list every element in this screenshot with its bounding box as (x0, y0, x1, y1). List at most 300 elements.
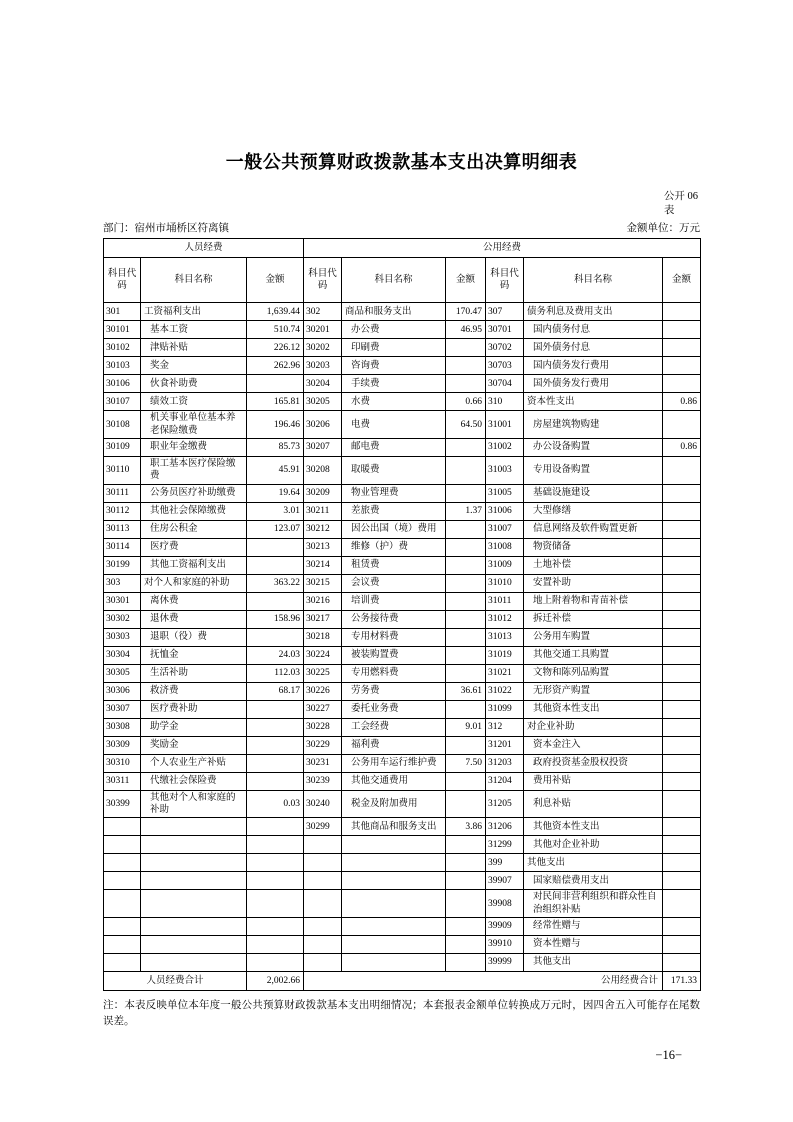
subject-code-cell: 30108 (104, 411, 141, 439)
subject-code-cell (104, 854, 141, 872)
subject-code-cell: 30212 (304, 520, 342, 538)
subject-name-cell: 离休费 (141, 592, 247, 610)
subject-name-cell: 费用补贴 (524, 772, 663, 790)
subject-name-cell: 生活补助 (141, 664, 247, 682)
amount-cell (663, 718, 701, 736)
amount-cell (446, 538, 486, 556)
subject-name-cell: 差旅费 (342, 502, 446, 520)
unit-label: 金额单位：万元 (626, 223, 700, 235)
subject-name-cell: 住房公积金 (141, 520, 247, 538)
amount-cell (663, 918, 701, 936)
amount-cell (663, 484, 701, 502)
subject-name-cell: 因公出国（境）费用 (342, 520, 446, 538)
table-row (104, 439, 701, 457)
col-header-code-1: 科目代码 (104, 258, 141, 303)
subject-code-cell (104, 936, 141, 954)
subject-name-cell: 其他交通费用 (342, 772, 446, 790)
subject-name-cell: 政府投资基金股权投资 (524, 754, 663, 772)
subject-name-cell: 水费 (342, 393, 446, 411)
subject-name-cell (141, 854, 247, 872)
amount-cell (663, 520, 701, 538)
subject-code-cell: 30239 (304, 772, 342, 790)
table-row (104, 772, 701, 790)
amount-cell: 1.37 (446, 502, 486, 520)
subject-name-cell (342, 918, 446, 936)
subject-name-cell: 会议费 (342, 574, 446, 592)
amount-cell (247, 936, 304, 954)
table-row (104, 484, 701, 502)
amount-cell: 9.01 (446, 718, 486, 736)
subject-code-cell: 30301 (104, 592, 141, 610)
subject-code-cell: 30199 (104, 556, 141, 574)
amount-cell (663, 936, 701, 954)
subject-name-cell: 其他工资福利支出 (141, 556, 247, 574)
subject-code-cell: 39909 (486, 918, 524, 936)
subject-code-cell: 30112 (104, 502, 141, 520)
subject-code-cell (104, 954, 141, 972)
amount-cell (663, 700, 701, 718)
amount-cell (446, 628, 486, 646)
amount-cell: 363.22 (247, 574, 304, 592)
subject-code-cell (304, 854, 342, 872)
subject-name-cell: 抚恤金 (141, 646, 247, 664)
subject-code-cell: 30305 (104, 664, 141, 682)
amount-cell (446, 375, 486, 393)
subject-name-cell: 维修（护）费 (342, 538, 446, 556)
subject-name-cell: 办公设备购置 (524, 439, 663, 457)
subject-name-cell: 津贴补贴 (141, 339, 247, 357)
amount-cell (663, 664, 701, 682)
subject-name-cell: 利息补贴 (524, 790, 663, 818)
table-row (104, 854, 701, 872)
subject-code-cell: 31206 (486, 818, 524, 836)
public-total-value: 171.33 (663, 972, 701, 991)
subject-code-cell: 30224 (304, 646, 342, 664)
amount-cell (247, 872, 304, 890)
subject-code-cell: 39907 (486, 872, 524, 890)
subject-code-cell (304, 936, 342, 954)
subject-name-cell: 退休费 (141, 610, 247, 628)
amount-cell: 510.74 (247, 321, 304, 339)
col-header-name-3: 科目名称 (524, 258, 663, 303)
subject-code-cell: 39910 (486, 936, 524, 954)
subject-name-cell: 印刷费 (342, 339, 446, 357)
subject-code-cell: 30226 (304, 682, 342, 700)
amount-cell: 0.86 (663, 393, 701, 411)
table-row (104, 718, 701, 736)
note-text: 注：本表反映单位本年度一般公共预算财政拨款基本支出明细情况；本套报表金额单位转换成万元时，因四舍五入可能存在尾数误差。 (103, 1000, 700, 1027)
amount-cell (247, 772, 304, 790)
subject-code-cell: 399 (486, 854, 524, 872)
amount-cell (446, 872, 486, 890)
amount-cell (663, 375, 701, 393)
subject-name-cell: 工资福利支出 (141, 303, 247, 321)
amount-cell (446, 556, 486, 574)
subject-code-cell: 31021 (486, 664, 524, 682)
subject-code-cell: 301 (104, 303, 141, 321)
subject-code-cell: 30309 (104, 736, 141, 754)
subject-name-cell: 无形资产购置 (524, 682, 663, 700)
subject-name-cell: 国家赔偿费用支出 (524, 872, 663, 890)
subject-name-cell: 经常性赠与 (524, 918, 663, 936)
subject-code-cell: 30114 (104, 538, 141, 556)
amount-cell (663, 890, 701, 918)
subject-name-cell (342, 872, 446, 890)
amount-cell (663, 339, 701, 357)
subject-code-cell: 30206 (304, 411, 342, 439)
subject-name-cell (141, 872, 247, 890)
amount-cell (663, 854, 701, 872)
subject-name-cell: 资本性支出 (524, 393, 663, 411)
table-row (104, 610, 701, 628)
amount-cell (663, 303, 701, 321)
amount-cell (663, 556, 701, 574)
amount-cell (446, 664, 486, 682)
subject-code-cell: 30225 (304, 664, 342, 682)
amount-cell (663, 754, 701, 772)
subject-code-cell: 39999 (486, 954, 524, 972)
subject-name-cell: 国内债务付息 (524, 321, 663, 339)
subject-code-cell (104, 872, 141, 890)
subject-code-cell: 30308 (104, 718, 141, 736)
subject-code-cell: 30204 (304, 375, 342, 393)
subject-code-cell: 30103 (104, 357, 141, 375)
subject-code-cell: 30228 (304, 718, 342, 736)
subject-name-cell: 基础设施建设 (524, 484, 663, 502)
amount-cell (446, 457, 486, 485)
amount-cell (663, 872, 701, 890)
subject-code-cell: 30205 (304, 393, 342, 411)
subject-code-cell: 30211 (304, 502, 342, 520)
subject-code-cell: 30215 (304, 574, 342, 592)
subject-code-cell: 31010 (486, 574, 524, 592)
subject-name-cell: 邮电费 (342, 439, 446, 457)
table-row (104, 646, 701, 664)
amount-cell: 85.73 (247, 439, 304, 457)
amount-cell (446, 790, 486, 818)
subject-code-cell: 31204 (486, 772, 524, 790)
amount-cell (446, 610, 486, 628)
amount-cell: 68.17 (247, 682, 304, 700)
subject-name-cell: 基本工资 (141, 321, 247, 339)
table-row (104, 357, 701, 375)
table-row (104, 339, 701, 357)
amount-cell (663, 646, 701, 664)
amount-cell: 123.07 (247, 520, 304, 538)
amount-cell (663, 682, 701, 700)
personnel-total-value: 2,002.66 (247, 972, 304, 991)
subject-name-cell: 公务用车运行维护费 (342, 754, 446, 772)
subject-code-cell: 310 (486, 393, 524, 411)
amount-cell (446, 439, 486, 457)
subject-code-cell: 30110 (104, 457, 141, 485)
amount-cell (446, 574, 486, 592)
subject-name-cell: 其他社会保障缴费 (141, 502, 247, 520)
subject-code-cell: 31099 (486, 700, 524, 718)
subject-name-cell: 职业年金缴费 (141, 439, 247, 457)
table-row (104, 936, 701, 954)
subject-code-cell: 31205 (486, 790, 524, 818)
subject-code-cell: 31201 (486, 736, 524, 754)
public-total-label: 公用经费合计 (304, 972, 663, 991)
amount-cell (247, 836, 304, 854)
amount-cell: 165.81 (247, 393, 304, 411)
table-row (104, 890, 701, 918)
subject-name-cell: 其他资本性支出 (524, 818, 663, 836)
subject-name-cell: 代缴社会保险费 (141, 772, 247, 790)
subject-code-cell: 30214 (304, 556, 342, 574)
col-header-code-2: 科目代码 (304, 258, 342, 303)
table-row (104, 736, 701, 754)
subject-name-cell: 工会经费 (342, 718, 446, 736)
subject-name-cell: 文物和陈列品购置 (524, 664, 663, 682)
subject-code-cell: 30307 (104, 700, 141, 718)
subject-code-cell: 30106 (104, 375, 141, 393)
subject-code-cell: 30207 (304, 439, 342, 457)
amount-cell (446, 646, 486, 664)
table-row (104, 818, 701, 836)
subject-name-cell (141, 890, 247, 918)
amount-cell: 226.12 (247, 339, 304, 357)
subject-name-cell: 取暖费 (342, 457, 446, 485)
amount-cell: 0.03 (247, 790, 304, 818)
subject-name-cell: 对民间非营利组织和群众性自治组织补贴 (524, 890, 663, 918)
subject-code-cell (304, 954, 342, 972)
subject-code-cell: 31002 (486, 439, 524, 457)
table-row (104, 954, 701, 972)
subject-name-cell (141, 818, 247, 836)
subject-name-cell: 对个人和家庭的补助 (141, 574, 247, 592)
subject-name-cell (342, 890, 446, 918)
subject-code-cell: 31008 (486, 538, 524, 556)
amount-cell: 0.86 (663, 439, 701, 457)
group-header-row (104, 239, 701, 258)
table-row (104, 321, 701, 339)
table-row (104, 836, 701, 854)
subject-code-cell: 30306 (104, 682, 141, 700)
subject-code-cell: 30111 (104, 484, 141, 502)
table-row (104, 872, 701, 890)
subject-name-cell: 土地补偿 (524, 556, 663, 574)
table-row (104, 457, 701, 485)
department-label: 部门：宿州市埇桥区符离镇 (103, 223, 229, 235)
amount-cell: 3.86 (446, 818, 486, 836)
subject-code-cell: 30203 (304, 357, 342, 375)
subject-code-cell: 30302 (104, 610, 141, 628)
subject-name-cell (342, 836, 446, 854)
amount-cell: 24.03 (247, 646, 304, 664)
page-title: 一般公共预算财政拨款基本支出决算明细表 (225, 152, 578, 172)
subject-code-cell: 307 (486, 303, 524, 321)
group-header-public: 公用经费 (304, 239, 701, 258)
amount-cell (247, 718, 304, 736)
table-row (104, 538, 701, 556)
subject-code-cell: 312 (486, 718, 524, 736)
amount-cell: 36.61 (446, 682, 486, 700)
subject-code-cell: 31009 (486, 556, 524, 574)
amount-cell (663, 772, 701, 790)
subject-name-cell: 地上附着物和青苗补偿 (524, 592, 663, 610)
table-row (104, 556, 701, 574)
subject-name-cell: 商品和服务支出 (342, 303, 446, 321)
subject-code-cell: 30113 (104, 520, 141, 538)
subject-name-cell: 拆迁补偿 (524, 610, 663, 628)
amount-cell: 170.47 (446, 303, 486, 321)
amount-cell (247, 628, 304, 646)
amount-cell (247, 592, 304, 610)
subject-name-cell: 救济费 (141, 682, 247, 700)
subject-name-cell: 其他交通工具购置 (524, 646, 663, 664)
amount-cell: 262.96 (247, 357, 304, 375)
col-header-name-2: 科目名称 (342, 258, 446, 303)
col-header-amount-3: 金额 (663, 258, 701, 303)
amount-cell (247, 556, 304, 574)
col-header-code-3: 科目代码 (486, 258, 524, 303)
subject-name-cell: 劳务费 (342, 682, 446, 700)
subject-name-cell: 咨询费 (342, 357, 446, 375)
subject-name-cell: 房屋建筑物购建 (524, 411, 663, 439)
table-row (104, 303, 701, 321)
subject-name-cell: 公务员医疗补助缴费 (141, 484, 247, 502)
subject-name-cell: 物业管理费 (342, 484, 446, 502)
subject-name-cell: 其他资本性支出 (524, 700, 663, 718)
amount-cell (663, 502, 701, 520)
subject-code-cell: 30208 (304, 457, 342, 485)
subject-name-cell: 公务用车购置 (524, 628, 663, 646)
amount-cell (663, 592, 701, 610)
table-row (104, 664, 701, 682)
subject-name-cell: 专用燃料费 (342, 664, 446, 682)
subject-name-cell: 职工基本医疗保险缴费 (141, 457, 247, 485)
amount-cell (446, 520, 486, 538)
amount-cell: 196.46 (247, 411, 304, 439)
subject-code-cell: 30227 (304, 700, 342, 718)
subject-name-cell: 公务接待费 (342, 610, 446, 628)
amount-cell (446, 736, 486, 754)
subject-name-cell (141, 918, 247, 936)
subject-name-cell: 对企业补助 (524, 718, 663, 736)
subject-code-cell: 31012 (486, 610, 524, 628)
amount-cell (446, 836, 486, 854)
subject-name-cell (141, 836, 247, 854)
subject-name-cell: 物资储备 (524, 538, 663, 556)
subject-name-cell: 专用材料费 (342, 628, 446, 646)
amount-cell (446, 357, 486, 375)
subject-name-cell: 其他对企业补助 (524, 836, 663, 854)
subject-name-cell: 其他对个人和家庭的补助 (141, 790, 247, 818)
table-row (104, 520, 701, 538)
subject-code-cell: 30201 (304, 321, 342, 339)
amount-cell: 112.03 (247, 664, 304, 682)
amount-cell (247, 954, 304, 972)
personnel-total-label: 人员经费合计 (104, 972, 247, 991)
subject-name-cell: 债务利息及费用支出 (524, 303, 663, 321)
amount-cell: 7.50 (446, 754, 486, 772)
subject-name-cell: 其他商品和服务支出 (342, 818, 446, 836)
totals-row (104, 972, 701, 991)
amount-cell: 0.66 (446, 393, 486, 411)
subject-code-cell: 30701 (486, 321, 524, 339)
subject-code-cell: 31007 (486, 520, 524, 538)
doc-code-line1: 公开 06 (663, 191, 698, 202)
amount-cell (446, 854, 486, 872)
subject-code-cell: 30217 (304, 610, 342, 628)
subject-name-cell: 培训费 (342, 592, 446, 610)
amount-cell: 19.64 (247, 484, 304, 502)
subject-code-cell: 30304 (104, 646, 141, 664)
subject-name-cell: 国内债务发行费用 (524, 357, 663, 375)
subject-code-cell: 30209 (304, 484, 342, 502)
amount-cell: 1,639.44 (247, 303, 304, 321)
amount-cell (247, 818, 304, 836)
subject-name-cell: 安置补助 (524, 574, 663, 592)
subject-name-cell: 资本金注入 (524, 736, 663, 754)
subject-code-cell: 30299 (304, 818, 342, 836)
subject-code-cell (304, 836, 342, 854)
subject-code-cell: 30229 (304, 736, 342, 754)
subject-code-cell (304, 918, 342, 936)
amount-cell (663, 574, 701, 592)
subject-name-cell: 委托业务费 (342, 700, 446, 718)
amount-cell (663, 411, 701, 439)
amount-cell (247, 700, 304, 718)
table-row (104, 682, 701, 700)
subject-name-cell (141, 954, 247, 972)
amount-cell (446, 890, 486, 918)
amount-cell (247, 890, 304, 918)
subject-code-cell: 31203 (486, 754, 524, 772)
subject-name-cell: 其他支出 (524, 954, 663, 972)
subject-code-cell (104, 918, 141, 936)
subject-code-cell: 31022 (486, 682, 524, 700)
amount-cell: 158.96 (247, 610, 304, 628)
subject-code-cell (304, 890, 342, 918)
amount-cell (446, 954, 486, 972)
amount-cell: 3.01 (247, 502, 304, 520)
subject-name-cell: 助学金 (141, 718, 247, 736)
subject-code-cell: 30303 (104, 628, 141, 646)
subject-code-cell: 30102 (104, 339, 141, 357)
column-header-row (104, 258, 701, 303)
amount-cell: 45.91 (247, 457, 304, 485)
subject-name-cell: 机关事业单位基本养老保险缴费 (141, 411, 247, 439)
amount-cell (247, 736, 304, 754)
subject-code-cell (104, 818, 141, 836)
doc-code (664, 190, 698, 218)
subject-name-cell: 税金及附加费用 (342, 790, 446, 818)
table-row (104, 393, 701, 411)
subject-code-cell: 30704 (486, 375, 524, 393)
group-header-personnel: 人员经费 (104, 239, 304, 258)
amount-cell (446, 700, 486, 718)
subject-code-cell (104, 836, 141, 854)
amount-cell (663, 321, 701, 339)
doc-code-line2: 表 (663, 205, 675, 217)
subject-name-cell: 个人农业生产补贴 (141, 754, 247, 772)
subject-name-cell: 退职（役）费 (141, 628, 247, 646)
subject-name-cell: 大型修缮 (524, 502, 663, 520)
subject-code-cell: 30101 (104, 321, 141, 339)
subject-name-cell: 专用设备购置 (524, 457, 663, 485)
subject-name-cell: 绩效工资 (141, 393, 247, 411)
amount-cell (446, 918, 486, 936)
subject-code-cell: 31005 (486, 484, 524, 502)
amount-cell (663, 954, 701, 972)
amount-cell (663, 538, 701, 556)
amount-cell (247, 854, 304, 872)
subject-code-cell: 303 (104, 574, 141, 592)
amount-cell (247, 918, 304, 936)
